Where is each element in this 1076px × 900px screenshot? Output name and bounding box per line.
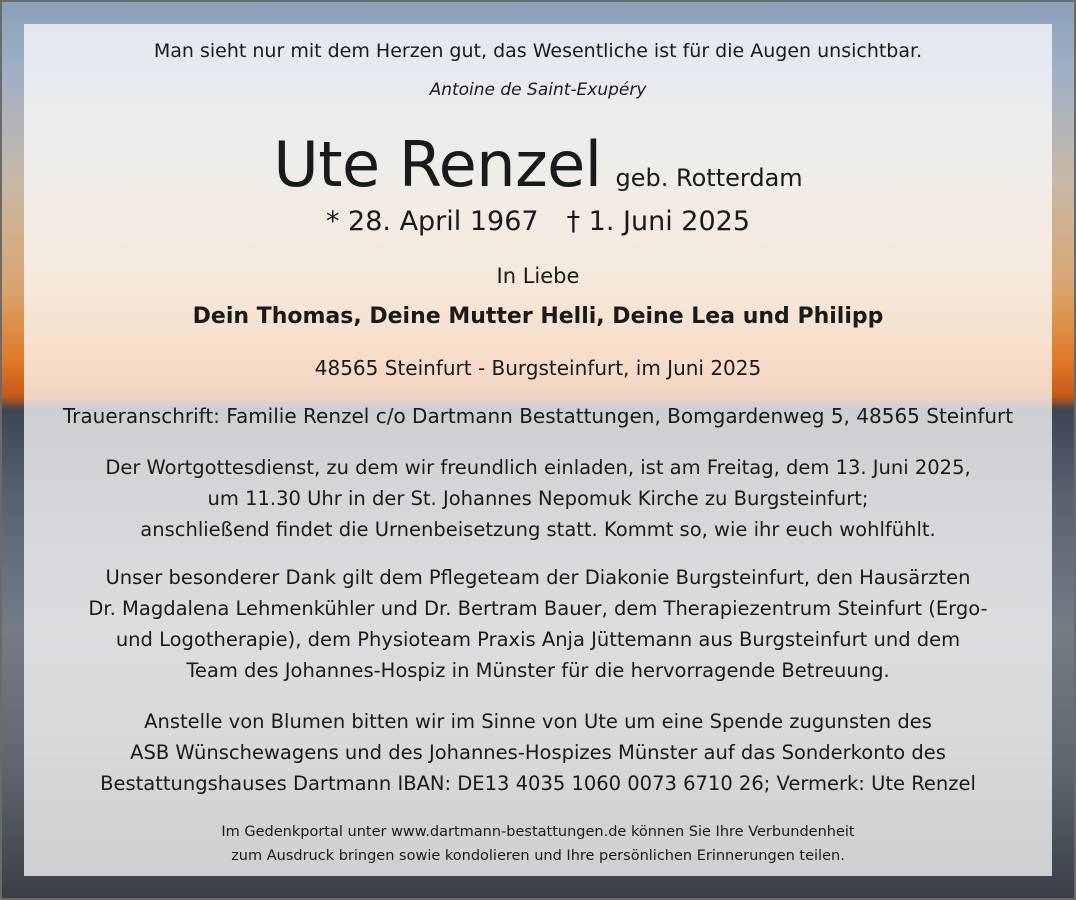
name-row [24, 128, 1052, 201]
portal-line: zum Ausdruck bringen sowie kondolieren und Ihre persönlichen Erinnerungen teilen. [231, 848, 845, 864]
paragraph-line: Dr. Magdalena Lehmenkühler und Dr. Bertram Bauer, dem Therapiezentrum Steinfurt (Ergo- [88, 597, 988, 620]
thanks-paragraph [24, 562, 1052, 686]
paragraph-line: ASB Wünschewagens und des Johannes-Hospizes Münster auf das Sonderkonto des [130, 741, 946, 764]
life-dates [24, 206, 1052, 237]
family-names: Dein Thomas, Deine Mutter Helli, Deine Lea und Philipp [192, 304, 884, 329]
paragraph-line: Bestattungshauses Dartmann IBAN: DE13 4035 1060 0073 6710 26; Vermerk: Ute Renzel [100, 772, 976, 795]
mourning-address: Traueranschrift: Familie Renzel c/o Dartmann Bestattungen, Bomgardenweg 5, 48565 Steinfurt [62, 404, 1014, 428]
text-panel [24, 24, 1052, 876]
quote: Man sieht nur mit dem Herzen gut, das Wesentliche ist für die Augen unsichtbar. [153, 40, 923, 62]
birth-name: geb. Rotterdam [615, 164, 803, 192]
paragraph-line: und Logotherapie), dem Physioteam Praxis Anja Jüttemann aus Burgsteinfurt und dem [115, 628, 961, 651]
paragraph-line: Anstelle von Blumen bitten wir im Sinne von Ute um eine Spende zugunsten des [144, 710, 932, 733]
service-paragraph [24, 452, 1052, 545]
paragraph-line: anschließend findet die Urnenbeisetzung statt. Kommt so, wie ihr euch wohlfühlt. [140, 518, 936, 541]
birth-date: * 28. April 1967 [325, 206, 539, 237]
paragraph-line: Der Wortgottesdienst, zu dem wir freundlich einladen, ist am Freitag, dem 13. Juni 2025, [105, 456, 971, 479]
paragraph-line: Team des Johannes-Hospiz in Münster für die hervorragende Betreuung. [186, 659, 890, 682]
deceased-name: Ute Renzel [273, 128, 602, 201]
donation-paragraph [24, 706, 1052, 799]
quote-author: Antoine de Saint-Exupéry [429, 80, 647, 100]
paragraph-line: Unser besonderer Dank gilt dem Pflegeteam der Diakonie Burgsteinfurt, den Hausärzten [105, 566, 971, 589]
place-date: 48565 Steinfurt - Burgsteinfurt, im Juni 2025 [314, 356, 762, 380]
portal-line: Im Gedenkportal unter www.dartmann-bestattungen.de können Sie Ihre Verbundenheit [221, 824, 855, 840]
paragraph-line: um 11.30 Uhr in der St. Johannes Nepomuk Kirche zu Burgsteinfurt; [207, 487, 869, 510]
death-date: † 1. Juni 2025 [566, 206, 751, 237]
memorial-portal-note [24, 820, 1052, 868]
in-love: In Liebe [496, 264, 580, 288]
